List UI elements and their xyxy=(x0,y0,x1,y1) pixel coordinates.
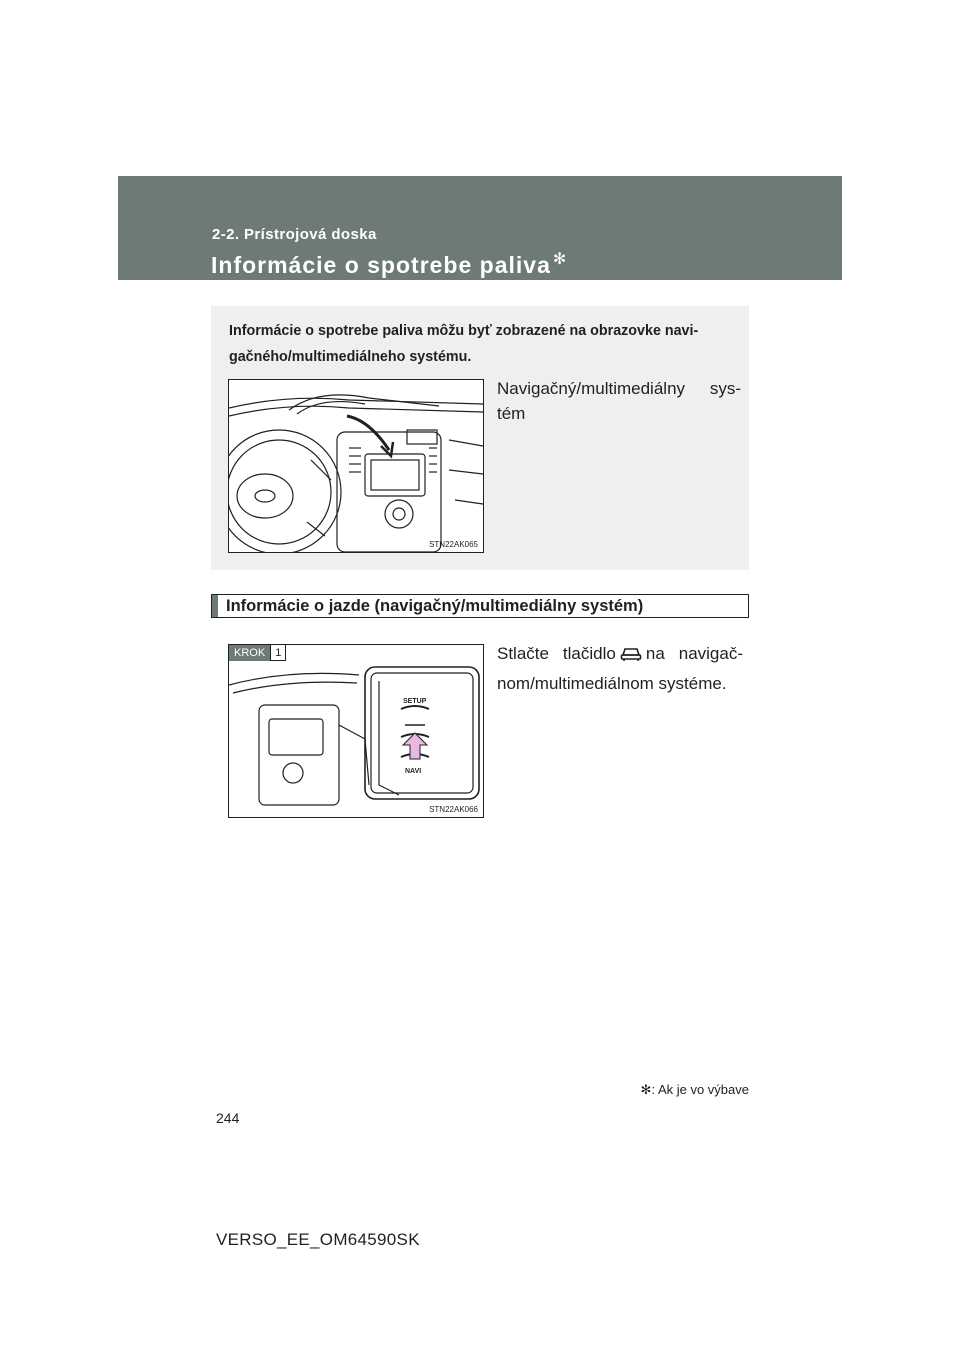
asterisk-icon: ✻ xyxy=(552,251,568,268)
step-number: 1 xyxy=(270,645,286,661)
footnote-mark: ✻ xyxy=(640,1082,652,1097)
page-number: 244 xyxy=(216,1110,240,1126)
step-text-before: Stlačte tlačidlo xyxy=(497,644,616,663)
document-code: VERSO_EE_OM64590SK xyxy=(216,1230,420,1249)
car-icon xyxy=(620,643,642,670)
step-word: KROK xyxy=(229,645,270,661)
section-heading-text: Informácie o jazde (navigačný/multimediálny systém) xyxy=(226,597,644,615)
setup-label: SETUP xyxy=(403,698,427,705)
figure-code: STN22AK065 xyxy=(429,540,478,549)
figure-code-2: STN22AK066 xyxy=(429,805,478,814)
step-text xyxy=(497,640,743,697)
heading-bar xyxy=(212,595,218,617)
dashboard-illustration xyxy=(228,379,484,553)
navi-label: NAVI xyxy=(405,768,422,775)
callout-text: Navigačný/multimediálny sys-tém xyxy=(497,379,741,423)
page-title-text: Informácie o spotrebe paliva xyxy=(211,252,551,278)
navi-button-illustration xyxy=(228,644,484,818)
section-heading xyxy=(211,594,749,618)
step-tag xyxy=(229,645,286,661)
footnote xyxy=(641,1082,749,1098)
section-label: 2-2. Prístrojová doska xyxy=(212,226,377,243)
page-title xyxy=(211,249,567,279)
intro-text: Informácie o spotrebe paliva môžu byť zobrazené na obrazovke navi-gačného/multimediálneho systému. xyxy=(229,323,699,365)
footnote-text: : Ak je vo výbave xyxy=(651,1082,749,1097)
step-text-after: na navigač-nom/multimediálnom systéme. xyxy=(497,644,743,693)
